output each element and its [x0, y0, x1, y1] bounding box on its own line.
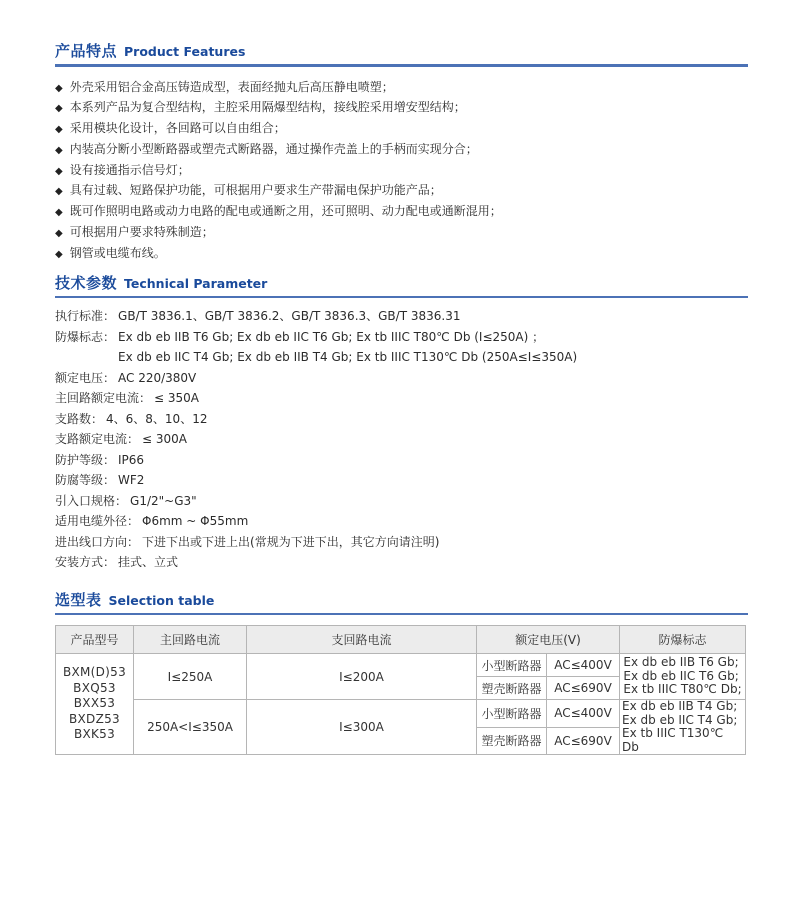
param-value: Φ6mm ~ Φ55mm — [142, 514, 249, 529]
voltage-cell: AC≤400V — [547, 654, 620, 677]
ex-mark-line: Ex db eb IIB T4 Gb; — [622, 699, 738, 714]
diamond-bullet-icon: ◆ — [55, 186, 63, 198]
param-row-corrosion — [55, 470, 748, 491]
model-name: BXQ53 — [73, 680, 116, 695]
param-label: 进出线口方向： — [55, 534, 140, 549]
selection-table-header — [55, 589, 748, 610]
param-label: 防护等级： — [55, 452, 116, 467]
param-label: 支路额定电流： — [55, 432, 140, 447]
model-name: BXDZ53 — [69, 711, 120, 726]
diamond-bullet-icon: ◆ — [55, 228, 63, 240]
col-header-ex-mark: 防爆标志 — [620, 626, 746, 654]
model-name: BXM(D)53 — [62, 665, 127, 680]
param-value-line: Ex db eb IIC T4 Gb; Ex db eb IIB T4 Gb; Ex tb IIIC T130℃ Db (250A≤I≤350A) — [118, 350, 578, 365]
param-value: GB/T 3836.1、GB/T 3836.2、GB/T 3836.3、GB/T 3836.31 — [118, 309, 461, 324]
feature-item — [55, 140, 748, 161]
col-header-model: 产品型号 — [56, 626, 134, 654]
param-label: 引入口规格： — [55, 493, 128, 508]
ex-mark-line: Ex db eb IIB T6 Gb; — [623, 655, 739, 670]
param-value: IP66 — [118, 452, 145, 467]
param-value-line: Ex db eb IIB T6 Gb; Ex db eb IIC T6 Gb; Ex tb IIIC T80℃ Db (I≤250A) ； — [118, 329, 545, 344]
technical-parameter-section — [55, 272, 748, 573]
feature-text: 钢管或电缆布线。 — [69, 245, 166, 260]
breaker-type-cell: 小型断路器 — [477, 700, 547, 728]
selection-table-section — [55, 589, 748, 756]
param-row-mounting — [55, 552, 748, 573]
product-features-header — [55, 40, 748, 61]
breaker-type-cell: 小型断路器 — [477, 654, 547, 677]
param-label: 额定电压： — [55, 370, 116, 385]
param-value: 下进下出或下进上出(常规为下进下出，其它方向请注明) — [142, 534, 440, 549]
param-label: 支路数： — [55, 411, 104, 426]
param-row-branch-count — [55, 409, 748, 430]
section-divider — [55, 296, 748, 299]
section-divider — [55, 613, 748, 616]
diamond-bullet-icon: ◆ — [55, 207, 63, 219]
param-row-exmark — [55, 327, 748, 368]
param-value: ≤ 300A — [142, 432, 187, 447]
breaker-type-cell: 塑壳断路器 — [477, 727, 547, 755]
voltage-cell: AC≤690V — [547, 727, 620, 755]
feature-item — [55, 78, 748, 99]
diamond-bullet-icon: ◆ — [55, 165, 63, 177]
param-row-main-current — [55, 388, 748, 409]
voltage-cell: AC≤400V — [547, 700, 620, 728]
feature-list — [55, 78, 748, 265]
ex-mark-line: Ex db eb IIC T6 Gb; — [623, 668, 739, 683]
feature-text: 可根据用户要求特殊制造； — [69, 225, 214, 240]
breaker-type-cell: 塑壳断路器 — [477, 677, 547, 700]
section-title-en: Product Features — [124, 44, 246, 59]
param-row-branch-current — [55, 429, 748, 450]
feature-item — [55, 161, 748, 182]
param-row-standard — [55, 306, 748, 327]
section-title-zh: 产品特点 — [55, 42, 118, 60]
model-list-cell — [56, 654, 134, 755]
feature-item — [55, 181, 748, 202]
feature-text: 既可作照明电路或动力电路的配电或通断之用，还可照明、动力配电或通断混用； — [69, 204, 502, 219]
product-features-section — [55, 40, 748, 265]
model-name: BXX53 — [73, 696, 116, 711]
section-title-en: Selection table — [108, 592, 215, 608]
param-value: G1/2"~G3" — [130, 493, 197, 508]
diamond-bullet-icon: ◆ — [55, 124, 63, 136]
ex-marks-cell — [620, 654, 746, 700]
feature-item — [55, 119, 748, 140]
col-header-main-current: 主回路电流 — [134, 626, 247, 654]
feature-text: 设有接通指示信号灯； — [69, 162, 190, 177]
technical-parameter-header — [55, 272, 748, 293]
param-row-voltage — [55, 368, 748, 389]
diamond-bullet-icon: ◆ — [55, 144, 63, 156]
table-header-row — [56, 626, 746, 654]
param-value: AC 220/380V — [118, 370, 197, 385]
feature-text: 内装高分断小型断路器或塑壳式断路器，通过操作壳盖上的手柄而实现分合； — [69, 141, 478, 156]
ex-marks-block — [622, 700, 743, 754]
selection-table — [55, 625, 746, 755]
ex-mark-line: Ex tb IIIC T80℃ Db; — [623, 682, 742, 697]
voltage-cell: AC≤690V — [547, 677, 620, 700]
feature-text: 本系列产品为复合型结构，主腔采用隔爆型结构，接线腔采用增安型结构； — [69, 100, 466, 115]
feature-item — [55, 202, 748, 223]
diamond-bullet-icon: ◆ — [55, 82, 63, 94]
feature-text: 外壳采用铝合金高压铸造成型，表面经抛丸后高压静电喷塑； — [69, 79, 394, 94]
param-label: 适用电缆外径： — [55, 514, 140, 529]
param-label: 防爆标志： — [55, 329, 116, 344]
ex-marks-block — [623, 656, 741, 697]
feature-text: 具有过载、短路保护功能，可根据用户要求生产带漏电保护功能产品； — [69, 183, 442, 198]
param-label: 安装方式： — [55, 555, 116, 570]
param-value: WF2 — [118, 473, 145, 488]
col-header-branch-current: 支回路电流 — [247, 626, 477, 654]
param-value: ≤ 350A — [154, 391, 199, 406]
diamond-bullet-icon: ◆ — [55, 248, 63, 260]
param-row-cable-diameter — [55, 511, 748, 532]
parameter-list — [55, 306, 748, 573]
param-row-wire-direction — [55, 532, 748, 553]
section-title-en: Technical Parameter — [124, 275, 268, 291]
param-value: 挂式、立式 — [118, 555, 179, 570]
feature-item — [55, 223, 748, 244]
feature-item — [55, 98, 748, 119]
main-current-cell: 250A<I≤350A — [134, 700, 247, 755]
col-header-rated-voltage: 额定电压(V) — [477, 626, 620, 654]
ex-mark-line: Ex tb IIIC T130℃ Db — [622, 726, 724, 754]
param-value — [118, 327, 577, 368]
feature-item — [55, 244, 748, 265]
branch-current-cell: I≤300A — [247, 700, 477, 755]
ex-marks-cell — [620, 700, 746, 755]
model-name: BXK53 — [73, 727, 116, 742]
param-value: 4、6、8、10、12 — [106, 411, 208, 426]
param-row-entry-spec — [55, 491, 748, 512]
param-label: 执行标准： — [55, 309, 116, 324]
diamond-bullet-icon: ◆ — [55, 103, 63, 115]
param-label: 主回路额定电流： — [55, 391, 152, 406]
section-title-zh: 技术参数 — [55, 273, 118, 292]
param-row-ip-rating — [55, 450, 748, 471]
param-label: 防腐等级： — [55, 473, 116, 488]
branch-current-cell: I≤200A — [247, 654, 477, 700]
section-title-zh: 选型表 — [55, 590, 102, 609]
table-row — [56, 700, 746, 728]
feature-text: 采用模块化设计，各回路可以自由组合； — [69, 121, 286, 136]
table-row — [56, 654, 746, 677]
ex-mark-line: Ex db eb IIC T4 Gb; — [622, 712, 738, 727]
main-current-cell: I≤250A — [134, 654, 247, 700]
section-divider — [55, 64, 748, 67]
